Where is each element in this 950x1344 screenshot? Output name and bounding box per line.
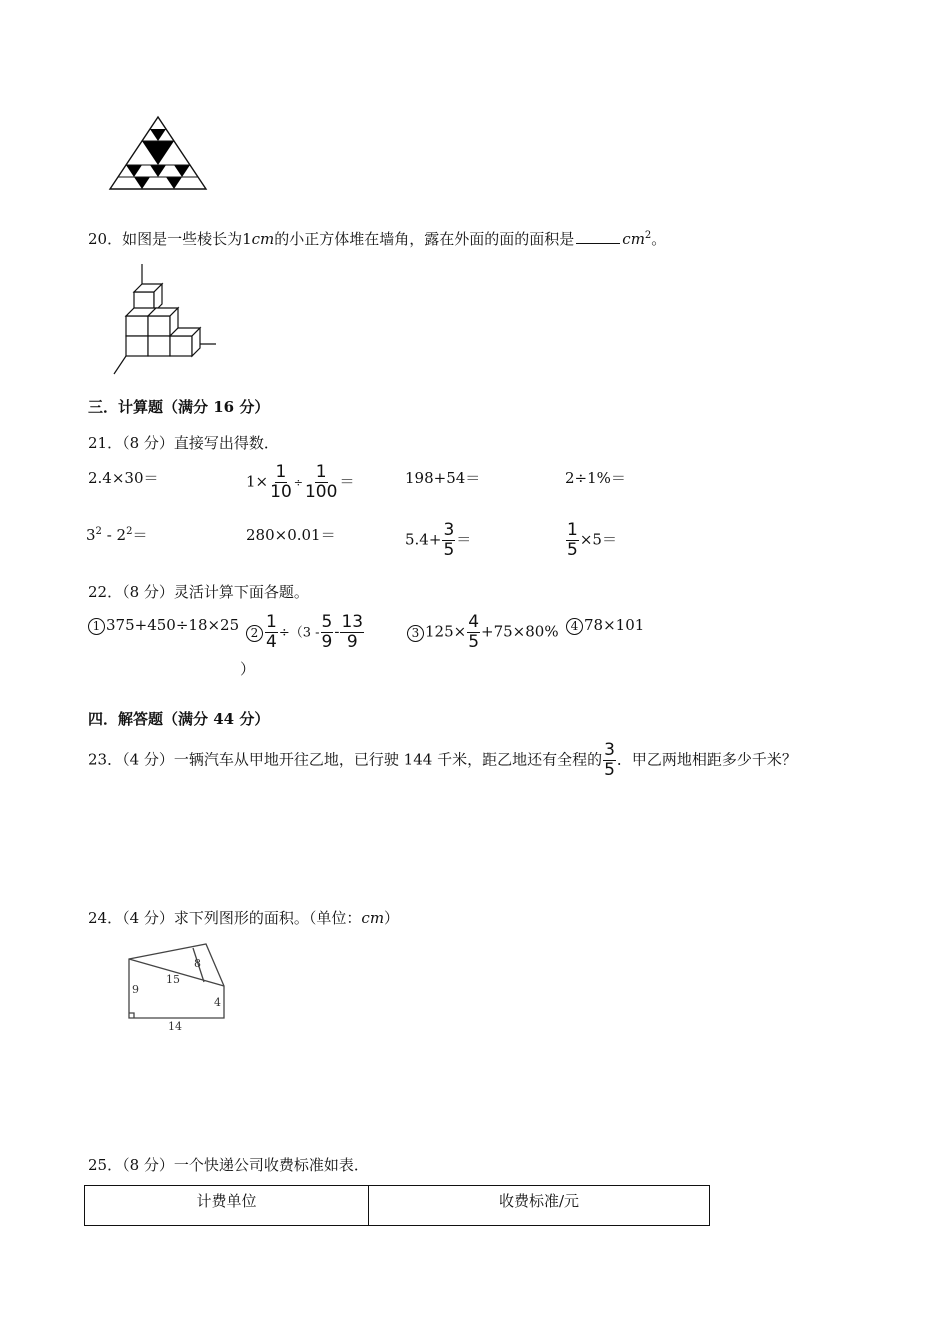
- expr-22-4: 4 78×101: [566, 616, 644, 635]
- question-number: 22．: [88, 583, 123, 601]
- expr-21-5: $3^2 - 2^2=$: [86, 526, 148, 544]
- expr-21-2: 1× $\frac{1}{10}$ ÷ $\frac{1}{100}$ ＝: [246, 462, 355, 502]
- fraction: $\frac{1}{4}$: [266, 612, 277, 652]
- fraction: $\frac{1}{5}$: [567, 520, 578, 560]
- question-number: 24．: [88, 909, 123, 927]
- fraction: $\frac{3}{5}$: [604, 740, 615, 780]
- cubes-corner-figure: [112, 262, 222, 378]
- fraction: $\frac{3}{5}$: [443, 520, 455, 560]
- label-14: 14: [168, 1020, 182, 1032]
- question-21: 21．（8 分）直接写出得数．: [88, 434, 279, 452]
- expr-22-2-close: ）: [240, 660, 256, 678]
- expr-21-7: 5.4+ $\frac{3}{5}$ ＝: [405, 520, 472, 560]
- label-8: 8: [194, 957, 201, 970]
- expr-21-6: 280×0.01＝: [246, 526, 336, 544]
- expr-22-3: 3 125× $\frac{4}{5}$ +75×80%: [407, 614, 559, 651]
- expr-21-3: 198+54＝: [405, 469, 481, 487]
- fee-table: [84, 1185, 710, 1226]
- expr-22-2: 2 $\frac{1}{4}$ ÷（3 - $\frac{5}{9}$ - $\frac{13}{9}$: [246, 614, 365, 651]
- fraction: $\frac{5}{9}$: [321, 612, 333, 652]
- answer-blank[interactable]: [576, 231, 620, 244]
- label-15: 15: [166, 973, 180, 986]
- question-number: 21．: [88, 434, 123, 452]
- question-number: 20．: [88, 230, 123, 248]
- fraction: $\frac{1}{10}$: [270, 462, 292, 502]
- fraction: $\frac{4}{5}$: [468, 612, 480, 652]
- question-number: 25．: [88, 1156, 123, 1174]
- question-number: 23．: [88, 750, 123, 769]
- fraction: $\frac{1}{100}$: [304, 462, 338, 502]
- table-header-fee: 收费标准/元: [369, 1186, 710, 1226]
- fraction: $\frac{13}{9}$: [341, 612, 364, 652]
- question-25: 25．（8 分）一个快递公司收费标准如表．: [88, 1156, 369, 1174]
- triangle-pattern-figure: [108, 115, 208, 191]
- expr-22-1: 1 375+450÷18×25: [88, 616, 239, 635]
- table-header-unit: 计费单位: [85, 1186, 369, 1226]
- label-9: 9: [132, 983, 139, 996]
- section-4-title: 四．解答题（满分 44 分）: [88, 710, 270, 728]
- question-23: 23．（4 分）一辆汽车从甲地开往乙地，已行驶 144 千米，距乙地还有全程的 $\frac{3}{5}$ ．甲乙两地相距多少千米？: [88, 740, 797, 780]
- question-22: 22．（8 分）灵活计算下面各题。: [88, 583, 309, 601]
- question-20: 20．如图是一些棱长为1cm的小正方体堆在墙角，露在外面的面的面积是 $cm^2$。: [88, 230, 667, 248]
- section-3-title: 三．计算题（满分 16 分）: [88, 398, 270, 416]
- expr-21-8: $\frac{1}{5}$ ×5＝: [567, 520, 617, 560]
- trapezoid-area-figure: [122, 936, 232, 1032]
- expr-21-1: 2.4×30＝: [88, 469, 159, 487]
- label-4: 4: [214, 996, 221, 1009]
- expr-21-4: 2÷1%＝: [565, 469, 626, 487]
- question-24: 24．（4 分）求下列图形的面积。（单位：cm）: [88, 909, 400, 927]
